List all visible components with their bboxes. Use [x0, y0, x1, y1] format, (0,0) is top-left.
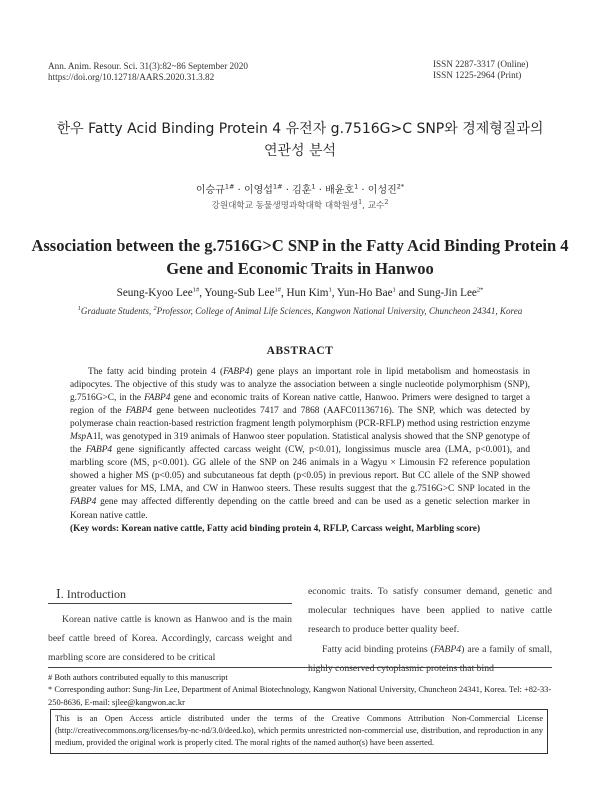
author-separator: ·	[282, 185, 293, 196]
license-box: This is an Open Access article distributed under the terms of the Creative Commons Attribution Non-Commercial License (http://creativecommons.org/licenses/by-nc-nd/3.0/deed.ko), which permits unrestricted non-commercial use, distribution, and reproduction in any medium, provided the original work is properly cited. The moral rights of the named author(s) have been asserted.	[50, 709, 548, 754]
author-separator: ·	[234, 185, 244, 196]
left-column	[48, 610, 292, 668]
footnote-equal-contribution: # Both authors contributed equally to this manuscript	[48, 672, 228, 682]
korean-affiliation: 강원대학교 동물생명과학대학 대학원생$^1$, 교수$^2$	[211, 198, 389, 211]
author-separator: ·	[315, 185, 326, 196]
english-title-line1: Association between the g.7516G>C SNP in the Fatty Acid Binding Protein 4	[31, 236, 569, 255]
issn-print: ISSN 1225-2964 (Print)	[433, 70, 522, 80]
introduction-paragraph-2: Fatty acid binding proteins (FABP4) are a family of small, highly conserved cytoplasmic proteins that bind	[308, 643, 552, 674]
author-sup: 2*	[396, 182, 405, 191]
abstract-paragraph: The fatty acid binding protein 4 (FABP4) gene plays an important role in lipid metabolism and homeostasis in adipocytes. The objective of this study was to analyze the association between a single nucleotide polymorphism (SNP), g.7516G>C, in the FABP4 gene and economic traits of Korean native cattle, Hanwoo. Primers were designed to target a region of the FABP4 gene between nucleotides 7417 and 7868 (AAFC01136716). The SNP, which was detected by polymerase chain reaction-based restriction fragment length polymorphism (PCR-RFLP) method using restriction enzyme MspA1I, was genotyped in 319 animals of Hanwoo steer population. Statistical analysis showed that the SNP genotype of the FABP4 gene significantly affected carcass weight (CW, p<0.01), longissimus muscle area (LMA, p<0.001), and marbling score (MS, p<0.001). GG allele of the SNP on 246 animals in a Wagyu × Limousin F2 reference population showed a higher MS (p<0.05) and subcutaneous fat depth (p<0.05) in previous report. But CC allele of the SNP showed greater values for MS, LMA, and CW in Hanwoo steers. These results suggest that the g.7516G>C SNP located in the FABP4 gene may affected differently depending on the cattle breed and can be used as a genetic selection marker in Korean native cattle.	[70, 367, 530, 521]
author-name: 이성진	[367, 185, 397, 196]
author-name: 이승규	[195, 185, 225, 196]
footnotes	[48, 671, 558, 708]
journal-line: Ann. Anim. Resour. Sci. 31(3):82~86 September 2020	[48, 61, 248, 71]
author-name: 이영섭	[243, 185, 273, 196]
introduction-paragraph-cont: economic traits. To satisfy consumer demand, genetic and molecular techniques have been applied to native cattle research to produce better quality beef.	[308, 586, 552, 636]
doi-link[interactable]: https://doi.org/10.12718/AARS.2020.31.3.82	[48, 72, 215, 82]
author-separator: ·	[358, 185, 368, 196]
author-sup: 1#	[224, 182, 235, 191]
english-authors: Seung-Kyoo Lee$^{1\#}$, Young-Sub Lee$^{1\#}$, Hun Kim$^1$, Yun-Ho Bae$^1$ and Sung-Jin Lee$^{2*}$	[116, 286, 484, 299]
author-name: 배윤호	[325, 185, 355, 196]
author-sup: 1#	[272, 182, 283, 191]
korean-title-line1: 한우 Fatty Acid Binding Protein 4 유전자 g.7516G>C SNP와 경제형질과의	[56, 121, 544, 137]
issn-block	[433, 59, 528, 81]
english-title	[0, 234, 600, 280]
right-column	[308, 582, 552, 678]
section-divider	[48, 603, 292, 604]
section-title-introduction: Ⅰ. Introduction	[56, 587, 127, 601]
korean-title	[0, 118, 600, 162]
issn-online: ISSN 2287-3317 (Online)	[433, 59, 529, 69]
author-sup: 1	[311, 182, 316, 191]
keywords: (Key words: Korean native cattle, Fatty acid binding protein 4, RFLP, Carcass weight, Marbling score)	[70, 523, 481, 534]
korean-authors	[0, 181, 600, 196]
author-sup: 1	[354, 182, 359, 191]
journal-citation	[48, 61, 248, 83]
footnote-corresponding-author: * Corresponding author: Sung-Jin Lee, Department of Animal Biotechnology, Kangwon National University, Chuncheon 24341, Korea. Tel: +82-33-250-8636, E-mail: sjlee@kangwon.ac.kr	[48, 684, 552, 707]
english-affiliation: $^1$Graduate Students, $^2$Professor, College of Animal Life Sciences, Kangwon National University, Chuncheon 24341, Korea	[77, 304, 523, 316]
author-name: 김훈	[292, 185, 312, 196]
abstract-body	[70, 366, 530, 536]
footnote-divider	[48, 667, 552, 668]
english-title-line2: Gene and Economic Traits in Hanwoo	[166, 259, 434, 278]
abstract-heading: ABSTRACT	[266, 345, 334, 357]
korean-title-line2: 연관성 분석	[263, 143, 337, 159]
introduction-paragraph: Korean native cattle is known as Hanwoo and is the main beef cattle breed of Korea. Accordingly, carcass weight and marbling score are considered to be critical	[48, 614, 292, 664]
